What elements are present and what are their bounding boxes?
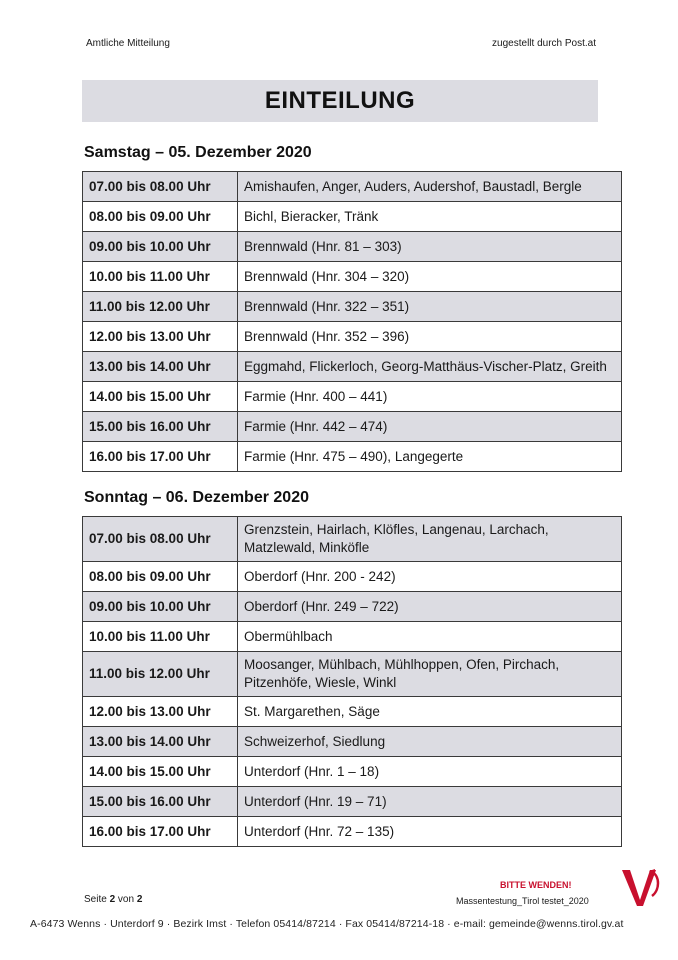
header-right-label: zugestellt durch Post.at: [492, 38, 596, 49]
table-row: [83, 172, 622, 202]
table-row: [83, 787, 622, 817]
areas-cell: Farmie (Hnr. 400 – 441): [238, 382, 622, 412]
table-row: [83, 757, 622, 787]
table-row: [83, 262, 622, 292]
title-bar: [82, 80, 598, 122]
page-number: [84, 894, 142, 905]
page-mid: von: [117, 894, 135, 905]
table-row: [83, 442, 622, 472]
campaign-label: Massentestung_Tirol testet_2020: [456, 896, 589, 906]
table-row: [83, 382, 622, 412]
areas-cell: Bichl, Bieracker, Tränk: [238, 202, 622, 232]
table-row: [83, 727, 622, 757]
time-cell: 13.00 bis 14.00 Uhr: [83, 352, 238, 382]
time-cell: 15.00 bis 16.00 Uhr: [83, 787, 238, 817]
time-cell: 08.00 bis 09.00 Uhr: [83, 202, 238, 232]
time-cell: 16.00 bis 17.00 Uhr: [83, 442, 238, 472]
table-row: [83, 562, 622, 592]
table-row: [83, 517, 622, 562]
footer-address: A-6473 Wenns · Unterdorf 9 · Bezirk Imst · Telefon 05414/87214 · Fax 05414/87214-18 · e-mail: gemeinde@wenns.tirol.gv.at: [30, 918, 624, 930]
table-row: [83, 817, 622, 847]
table-row: [83, 202, 622, 232]
time-cell: 16.00 bis 17.00 Uhr: [83, 817, 238, 847]
areas-cell: Unterdorf (Hnr. 1 – 18): [238, 757, 622, 787]
header-left-label: Amtliche Mitteilung: [86, 38, 170, 49]
day-heading-sunday: Sonntag – 06. Dezember 2020: [84, 489, 309, 506]
areas-cell: Farmie (Hnr. 442 – 474): [238, 412, 622, 442]
time-cell: 14.00 bis 15.00 Uhr: [83, 757, 238, 787]
areas-cell: Amishaufen, Anger, Auders, Audershof, Baustadl, Bergle: [238, 172, 622, 202]
table-row: [83, 322, 622, 352]
time-cell: 10.00 bis 11.00 Uhr: [83, 622, 238, 652]
areas-cell: Brennwald (Hnr. 352 – 396): [238, 322, 622, 352]
time-cell: 09.00 bis 10.00 Uhr: [83, 232, 238, 262]
table-row: [83, 412, 622, 442]
areas-cell: Farmie (Hnr. 475 – 490), Langegerte: [238, 442, 622, 472]
table-row: [83, 292, 622, 322]
areas-cell: Brennwald (Hnr. 81 – 303): [238, 232, 622, 262]
turn-over-notice: BITTE WENDEN!: [500, 880, 572, 890]
time-cell: 07.00 bis 08.00 Uhr: [83, 172, 238, 202]
time-cell: 11.00 bis 12.00 Uhr: [83, 292, 238, 322]
schedule-table-saturday: [82, 171, 622, 472]
table-row: [83, 697, 622, 727]
time-cell: 12.00 bis 13.00 Uhr: [83, 697, 238, 727]
areas-cell: Schweizerhof, Siedlung: [238, 727, 622, 757]
page-total: 2: [136, 894, 143, 905]
time-cell: 15.00 bis 16.00 Uhr: [83, 412, 238, 442]
table-row: [83, 622, 622, 652]
table-row: [83, 232, 622, 262]
time-cell: 08.00 bis 09.00 Uhr: [83, 562, 238, 592]
time-cell: 13.00 bis 14.00 Uhr: [83, 727, 238, 757]
table-row: [83, 352, 622, 382]
time-cell: 09.00 bis 10.00 Uhr: [83, 592, 238, 622]
areas-cell: Oberdorf (Hnr. 249 – 722): [238, 592, 622, 622]
schedule-table-sunday: [82, 516, 622, 847]
areas-cell: Unterdorf (Hnr. 72 – 135): [238, 817, 622, 847]
page-current: 2: [109, 894, 116, 905]
areas-cell: Obermühlbach: [238, 622, 622, 652]
areas-cell: Brennwald (Hnr. 304 – 320): [238, 262, 622, 292]
page-title: EINTEILUNG: [264, 87, 416, 114]
page-prefix: Seite: [84, 894, 107, 905]
time-cell: 07.00 bis 08.00 Uhr: [83, 517, 238, 562]
tirol-testet-logo-icon: [616, 866, 664, 910]
areas-cell: St. Margarethen, Säge: [238, 697, 622, 727]
areas-cell: Grenzstein, Hairlach, Klöfles, Langenau, Larchach, Matzlewald, Minköfle: [238, 517, 622, 562]
time-cell: 11.00 bis 12.00 Uhr: [83, 652, 238, 697]
areas-cell: Unterdorf (Hnr. 19 – 71): [238, 787, 622, 817]
areas-cell: Brennwald (Hnr. 322 – 351): [238, 292, 622, 322]
areas-cell: Moosanger, Mühlbach, Mühlhoppen, Ofen, Pirchach, Pitzenhöfe, Wiesle, Winkl: [238, 652, 622, 697]
time-cell: 14.00 bis 15.00 Uhr: [83, 382, 238, 412]
time-cell: 10.00 bis 11.00 Uhr: [83, 262, 238, 292]
time-cell: 12.00 bis 13.00 Uhr: [83, 322, 238, 352]
areas-cell: Eggmahd, Flickerloch, Georg-Matthäus-Vischer-Platz, Greith: [238, 352, 622, 382]
areas-cell: Oberdorf (Hnr. 200 - 242): [238, 562, 622, 592]
table-row: [83, 652, 622, 697]
day-heading-saturday: Samstag – 05. Dezember 2020: [84, 144, 312, 161]
table-row: [83, 592, 622, 622]
